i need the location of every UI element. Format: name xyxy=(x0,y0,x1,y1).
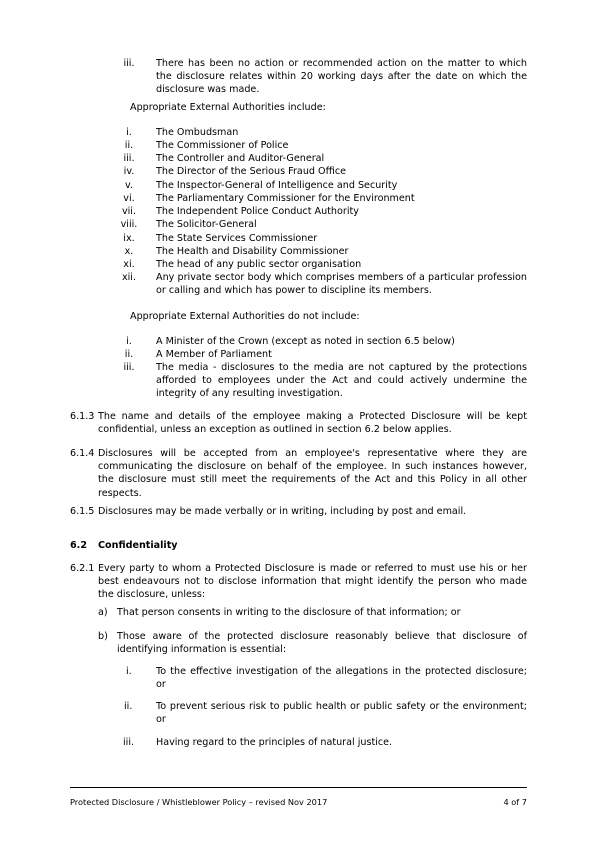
list-item-text: The Parliamentary Commissioner for the Environment xyxy=(156,193,415,204)
sub-text: That person consents in writing to the disclosure of that information; or xyxy=(117,607,461,618)
list-item-text: The Inspector-General of Intelligence and Security xyxy=(156,180,398,191)
list-numeral: ii. xyxy=(124,701,133,712)
list-numeral: xi. xyxy=(123,259,135,270)
list-item-text: A Minister of the Crown (except as noted in section 6.5 below) xyxy=(156,336,455,347)
list-numeral: iii. xyxy=(123,737,135,748)
footer-title: Protected Disclosure / Whistleblower Policy – revised Nov 2017 xyxy=(70,797,328,807)
list-item-text: The Controller and Auditor-General xyxy=(156,153,325,164)
clause-text: The name and details of the employee making a Protected Disclosure will be kept confidential, unless an exception as outlined in section 6.2 below applies. xyxy=(98,411,527,436)
list-item-text: The State Services Commissioner xyxy=(156,233,318,244)
list-numeral: ii. xyxy=(124,140,134,151)
clause-number: 6.1.5 xyxy=(70,506,95,517)
list-numeral: vii. xyxy=(121,206,137,217)
list-item-text: There has been no action or recommended action on the matter to which the disclosure relates within 20 working days after the date on which the disclosure was made. xyxy=(156,58,527,96)
list-item-text: The media - disclosures to the media are not captured by the protections afforded to employees under the Act and could actively undermine the integrity of any resulting investigation. xyxy=(156,362,527,400)
sub-letter: b) xyxy=(98,631,108,642)
list-numeral: i. xyxy=(126,336,132,347)
list-numeral: iii. xyxy=(123,362,135,373)
list-numeral: xii. xyxy=(121,272,137,283)
list-numeral: ii. xyxy=(124,349,134,360)
list-numeral: viii. xyxy=(120,219,138,230)
list-item-text: The Commissioner of Police xyxy=(156,140,289,151)
list-item-text: The Health and Disability Commissioner xyxy=(156,246,349,257)
list-item-text: Any private sector body which comprises members of a particular profession or calling and which has power to discipline its members. xyxy=(156,272,527,297)
list-item-text: A Member of Parliament xyxy=(156,349,272,360)
list-numeral: iv. xyxy=(123,166,135,177)
list-item-text: The Independent Police Conduct Authority xyxy=(156,206,359,217)
list-item-text: To prevent serious risk to public health or public safety or the environment; or xyxy=(156,701,527,726)
list-numeral: iii. xyxy=(123,58,135,69)
list-item-text: The Director of the Serious Fraud Office xyxy=(156,166,347,177)
section-title: Confidentiality xyxy=(98,540,178,551)
list-item-text: The Solicitor-General xyxy=(156,219,257,230)
list-numeral: iii. xyxy=(123,153,135,164)
clause-text: Disclosures may be made verbally or in writing, including by post and email. xyxy=(98,506,467,517)
list-numeral: x. xyxy=(124,246,134,257)
list-numeral: i. xyxy=(126,127,132,138)
list-numeral: i. xyxy=(126,666,132,677)
list-item-text: Having regard to the principles of natural justice. xyxy=(156,737,393,748)
clause-text: Every party to whom a Protected Disclosure is made or referred to must use his or her best endeavours not to disclose information that might identify the person who made the disclosure, unless: xyxy=(98,563,527,601)
list-numeral: ix. xyxy=(123,233,135,244)
list-item-text: The head of any public sector organisation xyxy=(156,259,362,270)
list-item-text: The Ombudsman xyxy=(156,127,239,138)
clause-number: 6.2.1 xyxy=(70,563,95,574)
list-numeral: vi. xyxy=(123,193,135,204)
include-heading: Appropriate External Authorities include: xyxy=(130,102,326,113)
footer-divider xyxy=(70,787,527,788)
list-item-text: To the effective investigation of the allegations in the protected disclosure; or xyxy=(156,666,527,691)
clause-text: Disclosures will be accepted from an employee's representative where they are communicating the disclosure on behalf of the employee. In such instances however, the disclosure must still meet the requirements of the Act and this Policy in all other respects. xyxy=(98,448,527,499)
clause-number: 6.1.3 xyxy=(70,411,95,422)
exclude-heading: Appropriate External Authorities do not include: xyxy=(130,311,360,322)
list-numeral: v. xyxy=(125,180,133,191)
clause-number: 6.1.4 xyxy=(70,448,95,459)
page-number: 4 of 7 xyxy=(503,797,527,807)
sub-text: Those aware of the protected disclosure reasonably believe that disclosure of identifying information is essential: xyxy=(117,631,527,656)
section-number: 6.2 xyxy=(70,540,87,551)
sub-letter: a) xyxy=(98,607,108,618)
